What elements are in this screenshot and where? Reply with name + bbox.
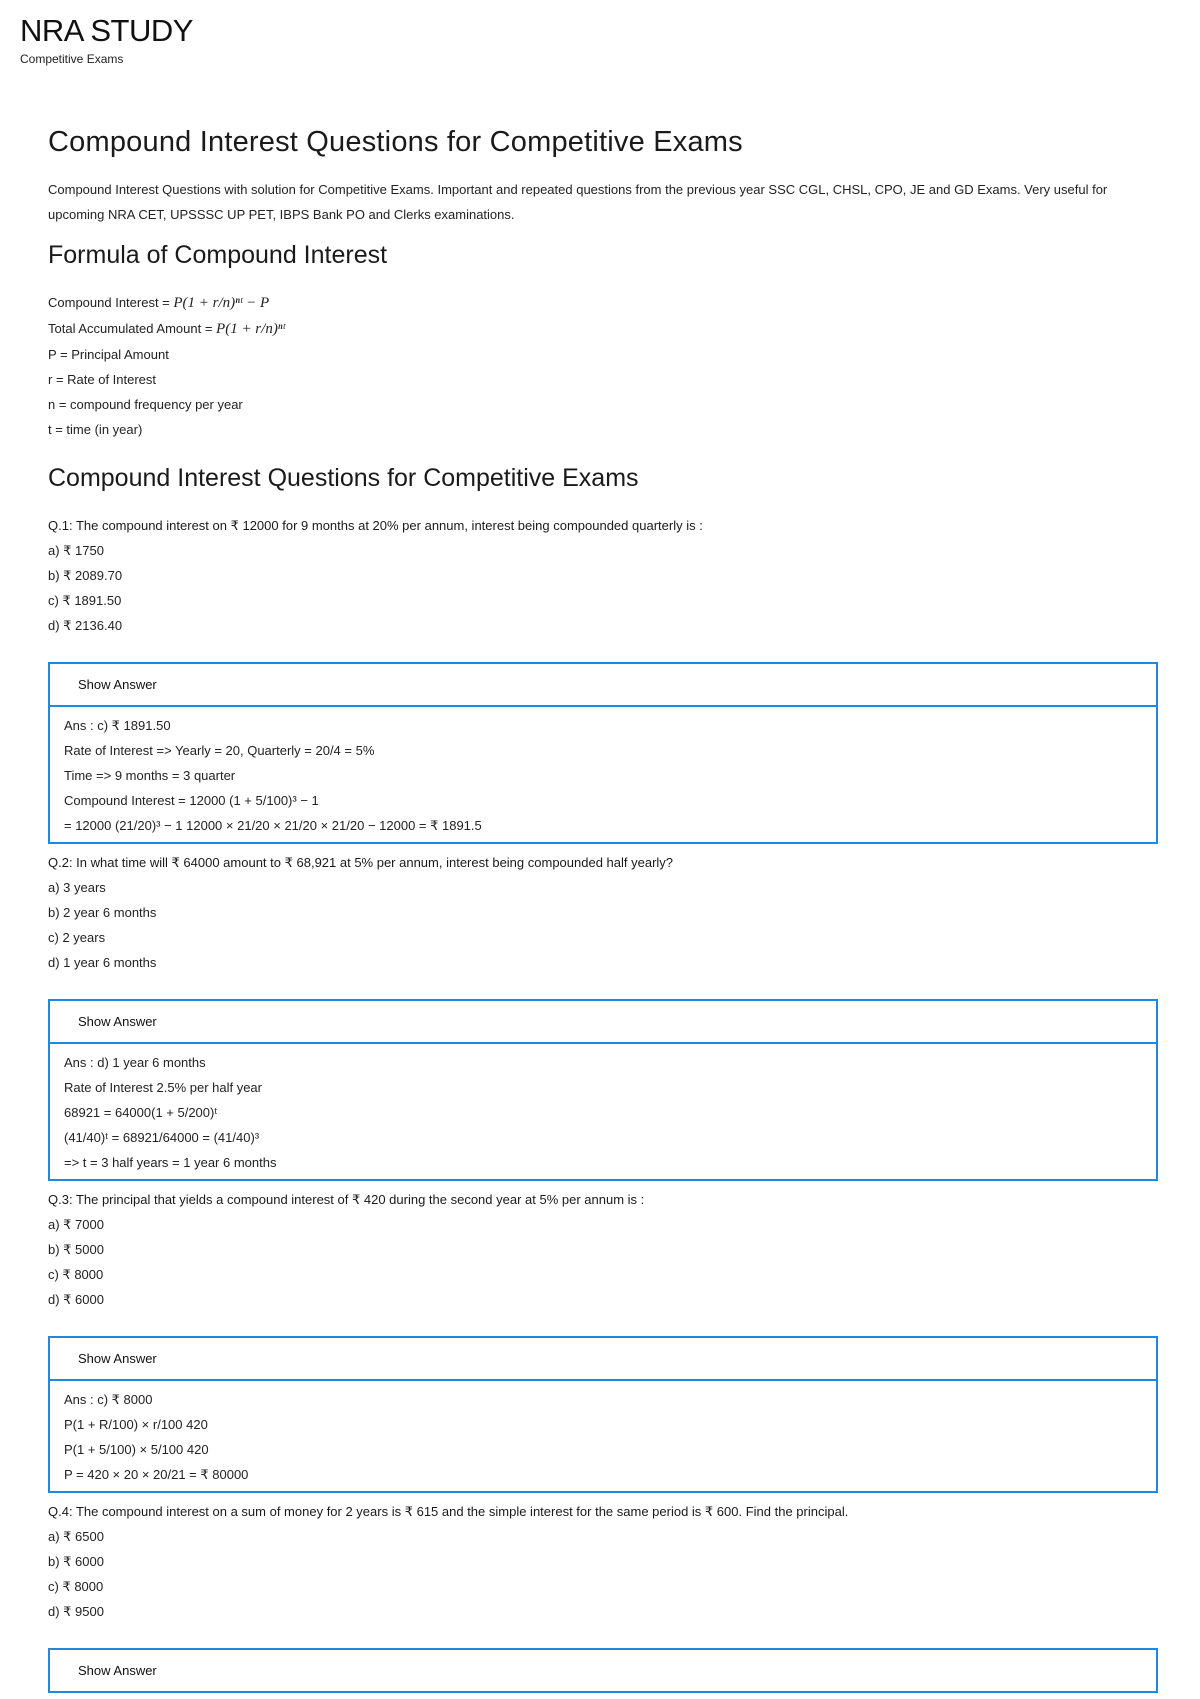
question-4 bbox=[48, 1499, 1158, 1693]
question-text: Q.3: The principal that yields a compound interest of ₹ 420 during the second year at 5% per annum is : bbox=[48, 1192, 645, 1207]
option-c: c) ₹ 8000 bbox=[48, 1579, 104, 1594]
option-b: b) ₹ 6000 bbox=[48, 1554, 104, 1569]
answer-box bbox=[48, 662, 1158, 844]
intro-paragraph: Compound Interest Questions with solution for Competitive Exams. Important and repeated questions from the previous year SSC CGL, CHSL, CPO, JE and GD Exams. Very useful for upcoming NRA CET, UPSSSC UP PET, IBPS Bank PO and Clerks examinations. bbox=[48, 182, 1108, 222]
answer-box bbox=[48, 1648, 1158, 1693]
option-c: c) ₹ 8000 bbox=[48, 1267, 104, 1282]
show-answer-button[interactable]: Show Answer bbox=[78, 1663, 157, 1678]
site-title[interactable]: NRA STUDY bbox=[20, 13, 193, 48]
formula-heading: Formula of Compound Interest bbox=[48, 241, 388, 269]
site-header bbox=[20, 14, 193, 66]
show-answer-button[interactable]: Show Answer bbox=[50, 1001, 1156, 1044]
site-tagline: Competitive Exams bbox=[20, 52, 124, 67]
question-text: Q.1: The compound interest on ₹ 12000 for 9 months at 20% per annum, interest being compounded quarterly is : bbox=[48, 518, 703, 533]
answer-line: Rate of Interest 2.5% per half year bbox=[64, 1080, 262, 1095]
answer-box bbox=[48, 999, 1158, 1181]
answer-line: Rate of Interest => Yearly = 20, Quarterly = 20/4 = 5% bbox=[64, 743, 375, 758]
question-text: Q.2: In what time will ₹ 64000 amount to ₹ 68,921 at 5% per annum, interest being compounded half yearly? bbox=[48, 855, 674, 870]
answer-line: Ans : d) 1 year 6 months bbox=[64, 1055, 206, 1070]
answer-line: P(1 + R/100) × r/100 420 bbox=[64, 1417, 208, 1432]
answer-line: = 12000 (21/20)³ − 1 12000 × 21/20 × 21/20 × 21/20 − 12000 = ₹ 1891.5 bbox=[64, 818, 482, 833]
answer-line: Time => 9 months = 3 quarter bbox=[64, 768, 236, 783]
option-b: b) ₹ 2089.70 bbox=[48, 568, 123, 583]
option-a: a) 3 years bbox=[48, 880, 106, 895]
formula-ci-expr: P(1 + r/n)ⁿᵗ − P bbox=[173, 295, 270, 311]
formula-total-expr: P(1 + r/n)ⁿᵗ bbox=[216, 321, 286, 337]
option-c: c) ₹ 1891.50 bbox=[48, 593, 122, 608]
formula-p-def: P = Principal Amount bbox=[48, 347, 169, 362]
formula-t-def: t = time (in year) bbox=[48, 422, 143, 437]
option-d: d) ₹ 2136.40 bbox=[48, 618, 123, 633]
option-c: c) 2 years bbox=[48, 930, 106, 945]
show-answer-button[interactable]: Show Answer bbox=[50, 664, 1156, 707]
formula-block bbox=[48, 290, 1158, 442]
option-b: b) 2 year 6 months bbox=[48, 905, 157, 920]
show-answer-button[interactable]: Show Answer bbox=[50, 1338, 1156, 1381]
option-a: a) ₹ 7000 bbox=[48, 1217, 104, 1232]
answer-line: P(1 + 5/100) × 5/100 420 bbox=[64, 1442, 209, 1457]
answer-body bbox=[50, 707, 1156, 842]
formula-total-label: Total Accumulated Amount = bbox=[48, 321, 217, 336]
option-d: d) ₹ 9500 bbox=[48, 1604, 104, 1619]
answer-line: Ans : c) ₹ 8000 bbox=[64, 1392, 153, 1407]
main-content bbox=[48, 120, 1158, 1699]
option-d: d) 1 year 6 months bbox=[48, 955, 157, 970]
formula-ci-label: Compound Interest = bbox=[48, 295, 174, 310]
formula-n-def: n = compound frequency per year bbox=[48, 397, 243, 412]
answer-line: (41/40)ᵗ = 68921/64000 = (41/40)³ bbox=[64, 1130, 260, 1145]
answer-line: Ans : c) ₹ 1891.50 bbox=[64, 718, 171, 733]
option-a: a) ₹ 1750 bbox=[48, 543, 104, 558]
question-3 bbox=[48, 1187, 1158, 1493]
question-text: Q.4: The compound interest on a sum of money for 2 years is ₹ 615 and the simple interest for the same period is ₹ 600. Find the principal. bbox=[48, 1504, 849, 1519]
formula-ci-line bbox=[48, 290, 1158, 316]
questions-heading: Compound Interest Questions for Competitive Exams bbox=[48, 464, 639, 492]
answer-body bbox=[50, 1044, 1156, 1179]
question-1 bbox=[48, 513, 1158, 844]
option-a: a) ₹ 6500 bbox=[48, 1529, 104, 1544]
answer-line: Compound Interest = 12000 (1 + 5/100)³ − 1 bbox=[64, 793, 319, 808]
formula-total-line bbox=[48, 316, 1158, 342]
answer-line: P = 420 × 20 × 20/21 = ₹ 80000 bbox=[64, 1467, 249, 1482]
answer-line: => t = 3 half years = 1 year 6 months bbox=[64, 1155, 277, 1170]
answer-body bbox=[50, 1381, 1156, 1491]
answer-line: 68921 = 64000(1 + 5/200)ᵗ bbox=[64, 1105, 218, 1120]
formula-r-def: r = Rate of Interest bbox=[48, 372, 157, 387]
option-b: b) ₹ 5000 bbox=[48, 1242, 104, 1257]
question-2 bbox=[48, 850, 1158, 1181]
option-d: d) ₹ 6000 bbox=[48, 1292, 104, 1307]
answer-box bbox=[48, 1336, 1158, 1493]
page-title: Compound Interest Questions for Competitive Exams bbox=[48, 126, 743, 158]
